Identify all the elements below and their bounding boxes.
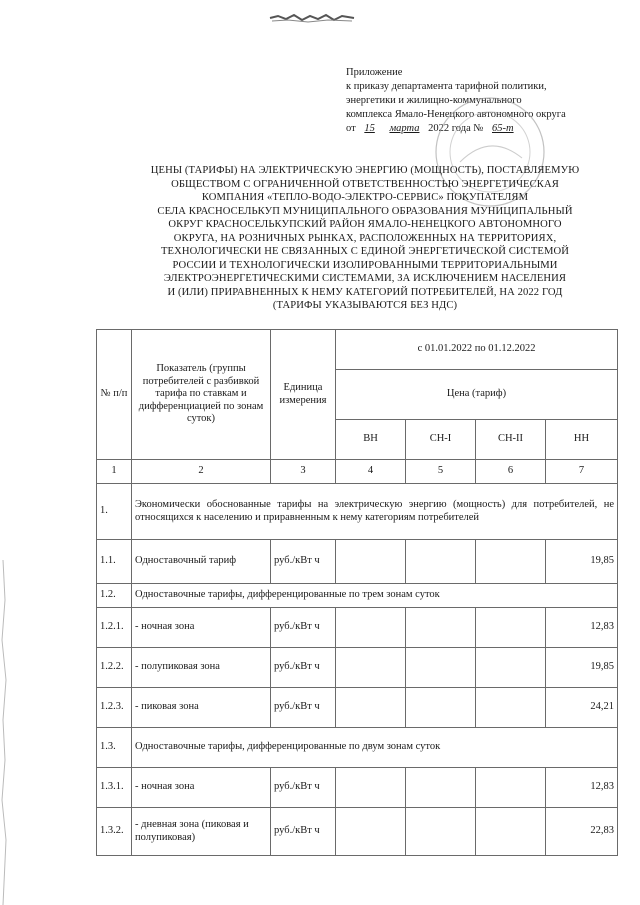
title-line: СЕЛА КРАСНОСЕЛЬКУП МУНИЦИПАЛЬНОГО ОБРАЗОВАНИЯ МУНИЦИПАЛЬНЫЙ xyxy=(157,205,573,217)
row-vn xyxy=(336,540,406,584)
section-row xyxy=(97,484,618,540)
order-number: 65-т xyxy=(492,123,514,134)
scan-artifact xyxy=(268,12,356,24)
row-num: 1.2.2. xyxy=(97,648,132,688)
title-line: РОССИИ И ТЕХНОЛОГИЧЕСКИ ИЗОЛИРОВАННЫМИ ТЕРРИТОРИАЛЬНЫМИ xyxy=(172,259,558,271)
row-num: 1.2.3. xyxy=(97,688,132,728)
row-sn2 xyxy=(476,688,546,728)
row-unit: руб./кВт ч xyxy=(271,648,336,688)
row-vn xyxy=(336,688,406,728)
table-row xyxy=(97,608,618,648)
section-row xyxy=(97,728,618,768)
appendix-line: комплекса Ямало-Ненецкого автономного округа xyxy=(346,109,566,120)
date-month: марта xyxy=(389,123,420,134)
title-line: ЭЛЕКТРОЭНЕРГЕТИЧЕСКИМИ СИСТЕМАМИ, ЗА ИСКЛЮЧЕНИЕМ НАСЕЛЕНИЯ xyxy=(163,273,567,284)
title-line: ЦЕНЫ (ТАРИФЫ) НА ЭЛЕКТРИЧЕСКУЮ ЭНЕРГИЮ (МОЩНОСТЬ), ПОСТАВЛЯЕМУЮ xyxy=(150,165,580,176)
row-unit: руб./кВт ч xyxy=(271,808,336,856)
title-line: ОБЩЕСТВОМ С ОГРАНИЧЕННОЙ ОТВЕТСТВЕННОСТЬЮ ЭНЕРГЕТИЧЕСКАЯ xyxy=(171,178,559,190)
appendix-line: Приложение xyxy=(346,67,403,78)
document-title xyxy=(100,164,630,313)
header-num: № п/п xyxy=(97,330,132,460)
title-line: ОКРУГ КРАСНОСЕЛЬКУПСКИЙ РАЙОН ЯМАЛО-НЕНЕЦКОГО АВТОНОМНОГО xyxy=(168,219,562,230)
row-sn1 xyxy=(406,608,476,648)
row-sn2 xyxy=(476,808,546,856)
date-year: 2022 года № xyxy=(428,123,484,134)
section-text: Одноставочные тарифы, дифференцированные по двум зонам суток xyxy=(132,728,618,768)
appendix-line: энергетики и жилищно-коммунального xyxy=(346,95,522,106)
header-level-sn2: СН-II xyxy=(476,420,546,460)
row-nn: 19,85 xyxy=(546,540,618,584)
row-sn2 xyxy=(476,540,546,584)
header-level-vn: ВН xyxy=(336,420,406,460)
row-sn1 xyxy=(406,808,476,856)
section-num: 1.3. xyxy=(97,728,132,768)
row-sn1 xyxy=(406,540,476,584)
title-line: (ТАРИФЫ УКАЗЫВАЮТСЯ БЕЗ НДС) xyxy=(272,300,458,311)
column-number: 7 xyxy=(546,460,618,484)
row-num: 1.2.1. xyxy=(97,608,132,648)
row-nn: 12,83 xyxy=(546,608,618,648)
row-sn1 xyxy=(406,768,476,808)
header-price: Цена (тариф) xyxy=(336,370,618,420)
row-nn: 24,21 xyxy=(546,688,618,728)
table-row xyxy=(97,808,618,856)
row-sn2 xyxy=(476,768,546,808)
row-num: 1.1. xyxy=(97,540,132,584)
header-period: с 01.01.2022 по 01.12.2022 xyxy=(336,330,618,370)
row-sn2 xyxy=(476,608,546,648)
header-unit: Единица измерения xyxy=(271,330,336,460)
row-vn xyxy=(336,768,406,808)
tariff-table xyxy=(96,329,618,856)
row-vn xyxy=(336,608,406,648)
row-unit: руб./кВт ч xyxy=(271,768,336,808)
title-line: И (ИЛИ) ПРИРАВНЕННЫХ К НЕМУ КАТЕГОРИЙ ПОТРЕБИТЕЛЕЙ, НА 2022 ГОД xyxy=(167,286,563,298)
header-indicator: Показатель (группы потребителей с разбивкой тарифа по ставкам и дифференциацией по зонам суток) xyxy=(132,330,271,460)
column-number: 6 xyxy=(476,460,546,484)
row-sn1 xyxy=(406,648,476,688)
column-number: 5 xyxy=(406,460,476,484)
section-text: Экономически обоснованные тарифы на электрическую энергию (мощность) для потребителей, не относящихся к населению и приравненным к нему категориям потребителей xyxy=(132,484,618,540)
row-unit: руб./кВт ч xyxy=(271,540,336,584)
title-line: ТЕХНОЛОГИЧЕСКИ НЕ СВЯЗАННЫХ С ЕДИНОЙ ЭНЕРГЕТИЧЕСКОЙ СИСТЕМОЙ xyxy=(160,246,569,257)
row-nn: 19,85 xyxy=(546,648,618,688)
row-nn: 12,83 xyxy=(546,768,618,808)
row-unit: руб./кВт ч xyxy=(271,688,336,728)
scan-edge-noise xyxy=(0,560,16,905)
appendix-date-line xyxy=(346,122,616,136)
table-row xyxy=(97,688,618,728)
row-label: - ночная зона xyxy=(132,768,271,808)
table-row xyxy=(97,648,618,688)
table-row xyxy=(97,768,618,808)
row-sn2 xyxy=(476,648,546,688)
section-row xyxy=(97,584,618,608)
row-num: 1.3.1. xyxy=(97,768,132,808)
title-line: ОКРУГА, НА РОЗНИЧНЫХ РЫНКАХ, РАСПОЛОЖЕННЫХ НА ТЕРРИТОРИЯХ, xyxy=(173,232,557,244)
column-number: 2 xyxy=(132,460,271,484)
row-label: - пиковая зона xyxy=(132,688,271,728)
column-number: 4 xyxy=(336,460,406,484)
row-unit: руб./кВт ч xyxy=(271,608,336,648)
row-num: 1.3.2. xyxy=(97,808,132,856)
title-line: КОМПАНИЯ «ТЕПЛО-ВОДО-ЭЛЕКТРО-СЕРВИС» ПОКУПАТЕЛЯМ xyxy=(201,192,529,203)
header-level-nn: НН xyxy=(546,420,618,460)
column-number: 1 xyxy=(97,460,132,484)
header-level-sn1: СН-I xyxy=(406,420,476,460)
column-number-row xyxy=(97,460,618,484)
table-row xyxy=(97,540,618,584)
row-label: - дневная зона (пиковая и полупиковая) xyxy=(132,808,271,856)
section-text: Одноставочные тарифы, дифференцированные по трем зонам суток xyxy=(132,584,618,608)
row-label: Одноставочный тариф xyxy=(132,540,271,584)
column-number: 3 xyxy=(271,460,336,484)
row-vn xyxy=(336,808,406,856)
date-prefix: от xyxy=(346,123,356,134)
section-num: 1.2. xyxy=(97,584,132,608)
header-row xyxy=(97,330,618,370)
row-label: - ночная зона xyxy=(132,608,271,648)
appendix-line: к приказу департамента тарифной политики, xyxy=(346,81,547,92)
row-nn: 22,83 xyxy=(546,808,618,856)
row-vn xyxy=(336,648,406,688)
date-day: 15 xyxy=(364,123,375,134)
appendix-block xyxy=(346,66,616,136)
row-label: - полупиковая зона xyxy=(132,648,271,688)
row-sn1 xyxy=(406,688,476,728)
section-num: 1. xyxy=(97,484,132,540)
